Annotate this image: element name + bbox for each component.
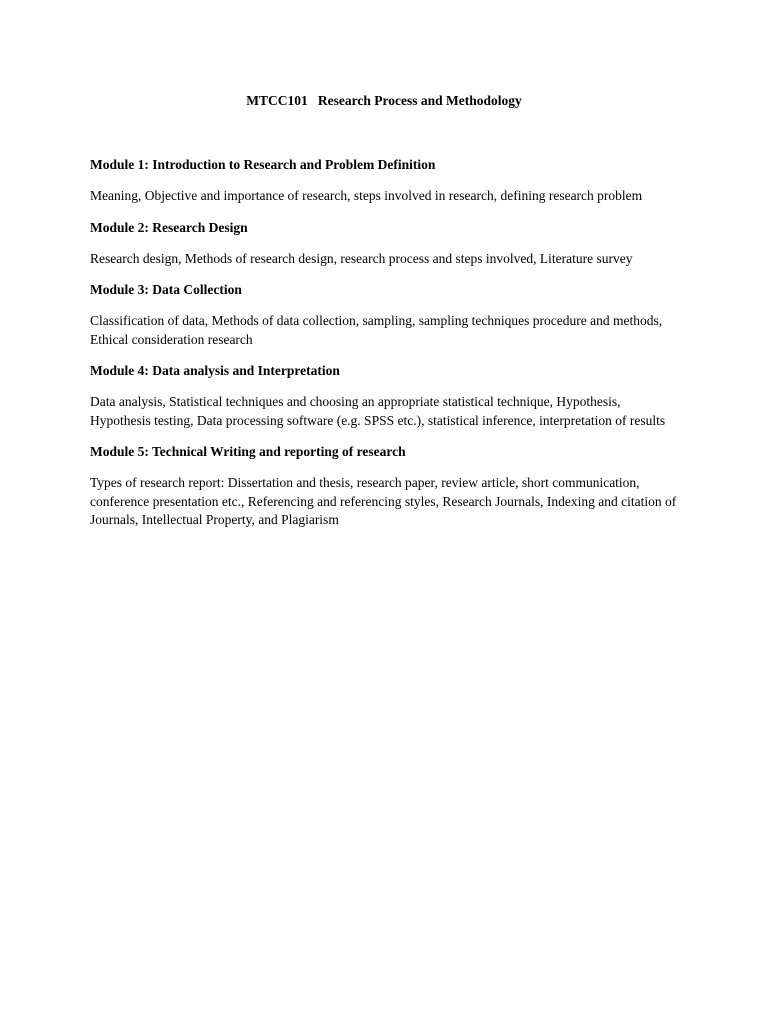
module-body: Meaning, Objective and importance of research, steps involved in research, defining research problem [90, 188, 643, 203]
document-content [90, 156, 682, 543]
module-heading: Module 2: Research Design [90, 219, 248, 235]
module-5 [90, 443, 682, 530]
module-heading: Module 3: Data Collection [90, 282, 242, 297]
module-body: Research design, Methods of research design, research process and steps involved, Literature survey [90, 250, 633, 266]
module-heading: Module 4: Data analysis and Interpretation [90, 363, 340, 378]
module-2 [90, 219, 682, 269]
module-heading: Module 1: Introduction to Research and Problem Definition [90, 157, 436, 172]
module-body: Classification of data, Methods of data collection, sampling, sampling techniques procedure and methods, Ethical consideration research [90, 313, 663, 347]
module-3 [90, 281, 682, 349]
module-heading: Module 5: Technical Writing and reporting of research [90, 444, 406, 459]
module-body: Types of research report: Dissertation and thesis, research paper, review article, short communication, conference presentation etc., Referencing and referencing styles, Research Journals, Indexing and citation of Journals, Intellectual Property, and Plagiarism [90, 475, 677, 527]
module-1 [90, 156, 682, 206]
module-body: Data analysis, Statistical techniques and choosing an appropriate statistical technique, Hypothesis, Hypothesis testing, Data processing software (e.g. SPSS etc.), statistical inference, interpretation of results [90, 394, 666, 428]
document-title: MTCC101 Research Process and Methodology [246, 93, 522, 108]
module-4 [90, 362, 682, 430]
